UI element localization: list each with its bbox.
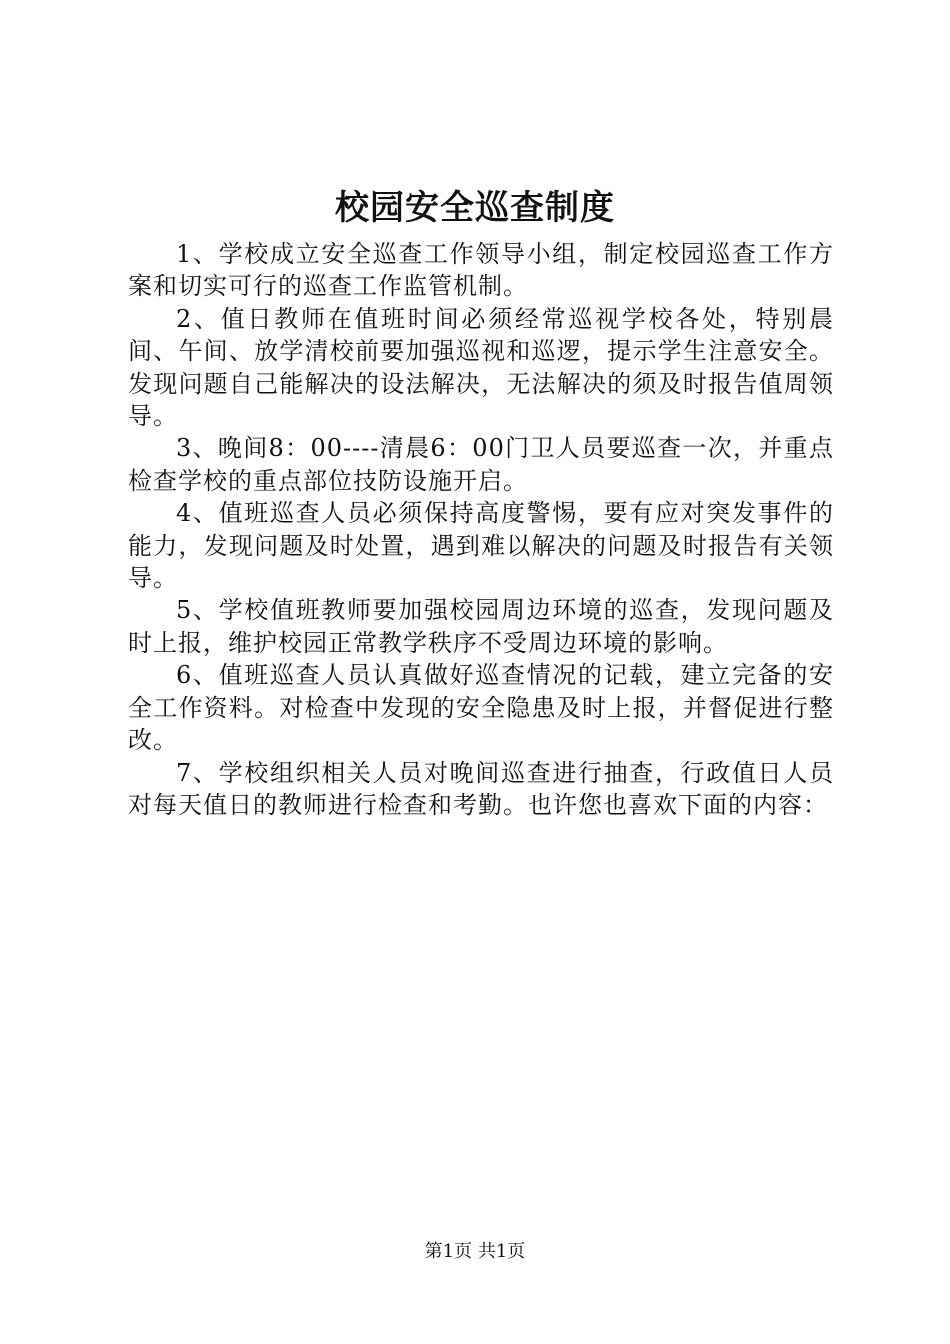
paragraph-5: 5、学校值班教师要加强校园周边环境的巡查，发现问题及时上报，维护校园正常教学秩序不受周边环境的影响。 xyxy=(128,596,834,657)
paragraph-4: 4、值班巡查人员必须保持高度警惕，要有应对突发事件的能力，发现问题及时处置，遇到难以解决的问题及时报告有关领导。 xyxy=(128,499,834,593)
paragraph-7: 7、学校组织相关人员对晚间巡查进行抽查，行政值日人员对每天值日的教师进行检查和考勤。也许您也喜欢下面的内容： xyxy=(128,758,834,819)
paragraph-3: 3、晚间8：00----清晨6：00门卫人员要巡查一次，并重点检查学校的重点部位技防设施开启。 xyxy=(128,434,834,495)
paragraph-6: 6、值班巡查人员认真做好巡查情况的记载，建立完备的安全工作资料。对检查中发现的安全隐患及时上报，并督促进行整改。 xyxy=(128,661,834,755)
paragraph-2: 2、值日教师在值班时间必须经常巡视学校各处，特别晨间、午间、放学清校前要加强巡视和巡逻，提示学生注意安全。发现问题自己能解决的设法解决，无法解决的须及时报告值周领导。 xyxy=(128,304,834,431)
paragraph-1: 1、学校成立安全巡查工作领导小组，制定校园巡查工作方案和切实可行的巡查工作监管机制。 xyxy=(128,240,834,301)
page-footer: 第1页 共1页 xyxy=(424,1241,526,1262)
document-title: 校园安全巡查制度 xyxy=(335,188,615,228)
document-body xyxy=(128,238,834,821)
